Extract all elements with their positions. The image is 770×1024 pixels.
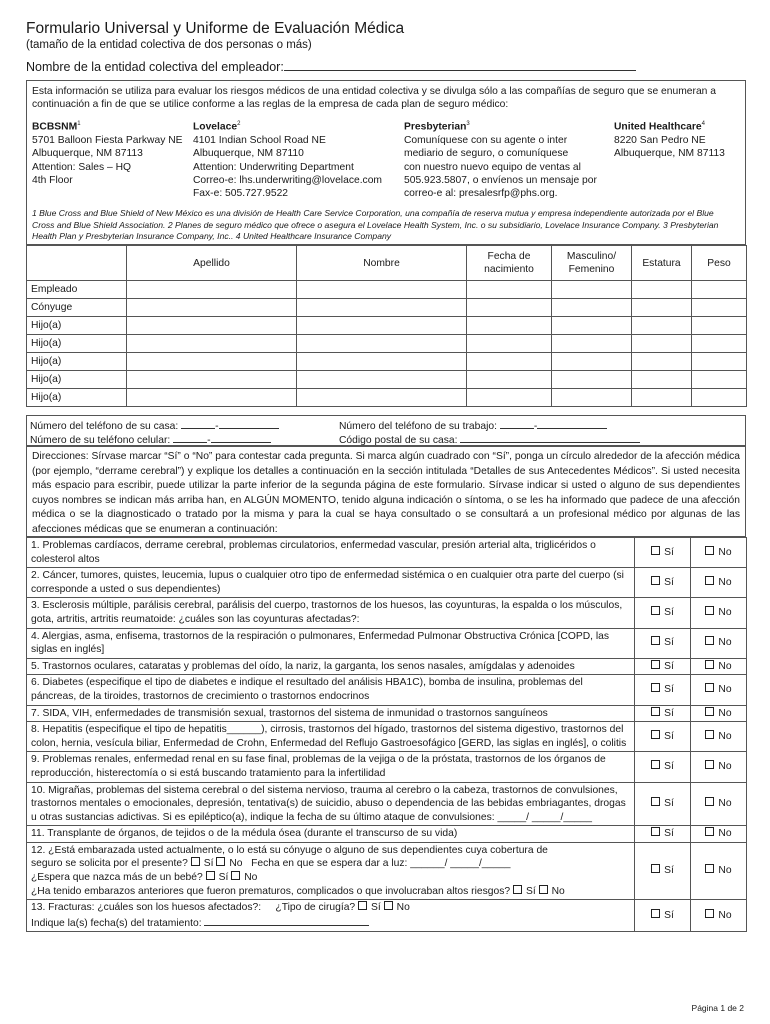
- checkbox[interactable]: [358, 901, 367, 910]
- question-text: 4. Alergias, asma, enfisema, trastornos de la respiración o pulmonares, Enfermedad Pulmonar Obstructiva Crónica [COPD, las siglas en inglés]: [27, 628, 635, 658]
- cell-phone-label: Número de su teléfono celular:: [30, 435, 171, 446]
- cell-input[interactable]: [297, 389, 467, 407]
- cell-input[interactable]: [692, 371, 747, 389]
- cell-input[interactable]: [632, 299, 692, 317]
- carrier-lovelace: Lovelace$^2$ 4101 Indian School Road NE Albuquerque, NM 87110 Attention: Underwriting Department Correo-e: lhs.underwriting@lovelace.com Fax-e: 505.727.9522: [193, 121, 383, 200]
- question-row: [27, 658, 747, 675]
- question-text: 2. Cáncer, tumores, quistes, leucemia, lupus o cualquier otro tipo de enfermedad sistémica o en cualquier otra parte del cuerpo (si corresponde a usted o sus dependientes): [27, 568, 635, 598]
- cell-input[interactable]: [632, 335, 692, 353]
- cell-input[interactable]: [692, 317, 747, 335]
- members-header-row: [27, 246, 747, 281]
- carrier-name: BCBSNM: [32, 121, 78, 133]
- question-text: 10. Migrañas, problemas del sistema cerebral o del sistema nervioso, trauma al cerebro o la cabeza, trastornos de convulsiones, trastornos mentales o emocionales, depresión, tentativa(s) de suicidio, abuso o dependencia de las bebidas embriagantes, drogas u otras sustancias adictivas. Si es epiléptico(a), indique la fecha de su último ataque de convulsiones: _____/ _____/_____: [27, 782, 635, 826]
- employer-name-line[interactable]: [284, 59, 636, 71]
- yes-option[interactable]: Sí: [635, 842, 691, 899]
- yes-option[interactable]: Sí: [635, 598, 691, 628]
- checkbox[interactable]: [651, 707, 660, 716]
- checkbox[interactable]: [651, 576, 660, 585]
- cell-input[interactable]: [692, 299, 747, 317]
- carrier-name: Presbyterian: [404, 121, 467, 133]
- no-option[interactable]: No: [691, 842, 747, 899]
- checkbox[interactable]: [705, 606, 714, 615]
- carrier-name: United Healthcare: [614, 121, 702, 133]
- member-row: [27, 389, 747, 407]
- yes-option[interactable]: Sí: [635, 705, 691, 722]
- yes-option[interactable]: Sí: [635, 538, 691, 568]
- cell-input[interactable]: [552, 317, 632, 335]
- checkbox[interactable]: [231, 871, 240, 880]
- cell-input[interactable]: [127, 299, 297, 317]
- no-option[interactable]: No: [691, 900, 747, 932]
- yes-option[interactable]: Sí: [635, 722, 691, 752]
- cell-input[interactable]: [552, 299, 632, 317]
- cell-input[interactable]: [552, 281, 632, 299]
- cell-input[interactable]: [297, 371, 467, 389]
- cell-input[interactable]: [692, 389, 747, 407]
- form-subtitle: (tamaño de la entidad colectiva de dos personas o más): [26, 39, 312, 51]
- cell-input[interactable]: [127, 317, 297, 335]
- cell-input[interactable]: [632, 281, 692, 299]
- work-phone-label: Número del teléfono de su trabajo:: [339, 421, 497, 432]
- yes-option[interactable]: Sí: [635, 658, 691, 675]
- cell-input[interactable]: [127, 371, 297, 389]
- no-option[interactable]: No: [691, 628, 747, 658]
- question-row: [27, 722, 747, 752]
- col-header: Peso: [692, 246, 747, 281]
- checkbox[interactable]: [705, 707, 714, 716]
- cell-input[interactable]: [127, 281, 297, 299]
- member-label: Hijo(a): [27, 335, 127, 353]
- checkbox[interactable]: [705, 909, 714, 918]
- page-number: Página 1 de 2: [691, 1003, 744, 1013]
- member-row: [27, 281, 747, 299]
- yes-option[interactable]: Sí: [635, 568, 691, 598]
- checkbox[interactable]: [705, 760, 714, 769]
- question-text: 11. Transplante de órganos, de tejidos o de la médula ósea (durante el transcurso de su vida): [27, 826, 635, 843]
- question-row: [27, 598, 747, 628]
- checkbox[interactable]: [216, 857, 225, 866]
- info-intro: Esta información se utiliza para evaluar los riesgos médicos de una entidad colectiva y se divulga sólo a las compañías de seguro que se enumeran a continuación a fin de que se utilice conforme a las reglas de la empresa de cada plan de seguro médico:: [32, 86, 716, 111]
- question-row: [27, 538, 747, 568]
- question-text: 1. Problemas cardíacos, derrame cerebral, problemas circulatorios, enfermedad vascular, presión arterial alta, triglicéridos o colesterol altos: [27, 538, 635, 568]
- question-text: 5. Trastornos oculares, cataratas y problemas del oído, la nariz, la garganta, los senos nasales, amígdalas y adenoides: [27, 658, 635, 675]
- no-option[interactable]: No: [691, 705, 747, 722]
- cell-input[interactable]: [552, 335, 632, 353]
- cell-input[interactable]: [297, 335, 467, 353]
- cell-input[interactable]: [297, 353, 467, 371]
- employer-name-label: Nombre de la entidad colectiva del empleador:: [26, 60, 284, 74]
- cell-input[interactable]: [127, 389, 297, 407]
- carrier-bcbsnm: BCBSNM$^1$ 5701 Balloon Fiesta Parkway NE Albuquerque, NM 87113 Attention: Sales – HQ 4th Floor: [32, 121, 183, 187]
- checkbox[interactable]: [651, 760, 660, 769]
- cell-phone-field[interactable]: Número de su teléfono celular: -: [30, 432, 271, 446]
- no-option[interactable]: No: [691, 538, 747, 568]
- yes-option[interactable]: Sí: [635, 900, 691, 932]
- no-option[interactable]: No: [691, 782, 747, 826]
- home-phone-field[interactable]: Número del teléfono de su casa: -: [30, 418, 279, 432]
- members-table: [26, 245, 747, 407]
- cell-input[interactable]: [467, 353, 552, 371]
- info-box: [26, 80, 746, 245]
- cell-input[interactable]: [552, 371, 632, 389]
- home-phone-label: Número del teléfono de su casa:: [30, 421, 179, 432]
- question-row: [27, 782, 747, 826]
- yes-option[interactable]: Sí: [635, 675, 691, 705]
- question-row: [27, 568, 747, 598]
- work-phone-field[interactable]: Número del teléfono de su trabajo: -: [339, 418, 607, 432]
- question-text: 3. Esclerosis múltiple, parálisis cerebral, parálisis del cuerpo, trastornos de los huesos, las coyunturas, la espalda o los músculos, gota, artritis, artritis reumatoide: ¿cuáles son las coyunturas afectadas?:: [27, 598, 635, 628]
- question-row: [27, 705, 747, 722]
- cell-input[interactable]: [632, 371, 692, 389]
- cell-input[interactable]: [127, 335, 297, 353]
- member-label: Hijo(a): [27, 353, 127, 371]
- checkbox[interactable]: [705, 730, 714, 739]
- phone-fields: [26, 415, 746, 446]
- cell-input[interactable]: [467, 371, 552, 389]
- checkbox[interactable]: [651, 909, 660, 918]
- question-row: [27, 842, 747, 899]
- no-option[interactable]: No: [691, 752, 747, 782]
- cell-input[interactable]: [552, 389, 632, 407]
- zip-code-field[interactable]: [339, 432, 640, 446]
- member-label: Hijo(a): [27, 317, 127, 335]
- carrier-presbyterian: Presbyterian$^3$ Comuníquese con su agente o inter mediario de seguro, o comuníquese con nuestro nuevo equipo de ventas al 505.923.5807, o envíenos un mensaje por correo-e al: presalesrfp@phs.org.: [404, 121, 597, 200]
- checkbox[interactable]: [705, 546, 714, 555]
- member-label: Empleado: [27, 281, 127, 299]
- cell-input[interactable]: [467, 335, 552, 353]
- cell-input[interactable]: [297, 317, 467, 335]
- col-header: Estatura: [632, 246, 692, 281]
- carrier-united-healthcare: United Healthcare$^4$ 8220 San Pedro NE Albuquerque, NM 87113: [614, 121, 725, 160]
- checkbox[interactable]: [384, 901, 393, 910]
- checkbox[interactable]: [705, 683, 714, 692]
- no-option[interactable]: No: [691, 675, 747, 705]
- form-title: Formulario Universal y Uniforme de Evaluación Médica: [26, 20, 405, 37]
- cell-input[interactable]: [632, 353, 692, 371]
- checkbox[interactable]: [651, 660, 660, 669]
- carrier-name: Lovelace: [193, 121, 238, 133]
- cell-input[interactable]: [632, 389, 692, 407]
- col-header: Apellido: [127, 246, 297, 281]
- col-header: Fecha de nacimiento: [467, 246, 552, 281]
- cell-input[interactable]: [467, 299, 552, 317]
- member-row: [27, 317, 747, 335]
- member-label: Hijo(a): [27, 389, 127, 407]
- question-row: [27, 900, 747, 932]
- no-option[interactable]: No: [691, 722, 747, 752]
- no-option[interactable]: No: [691, 826, 747, 843]
- cell-input[interactable]: [127, 353, 297, 371]
- checkbox[interactable]: [705, 576, 714, 585]
- yes-option[interactable]: Sí: [635, 752, 691, 782]
- checkbox[interactable]: [651, 730, 660, 739]
- yes-option[interactable]: Sí: [635, 826, 691, 843]
- member-row: [27, 299, 747, 317]
- cell-input[interactable]: [297, 299, 467, 317]
- member-row: [27, 371, 747, 389]
- checkbox[interactable]: [191, 857, 200, 866]
- yes-option[interactable]: Sí: [635, 628, 691, 658]
- cell-input[interactable]: [467, 317, 552, 335]
- checkbox[interactable]: [651, 864, 660, 873]
- question-row: [27, 752, 747, 782]
- member-label: Hijo(a): [27, 371, 127, 389]
- treatment-date-line[interactable]: [204, 915, 369, 926]
- checkbox[interactable]: [705, 797, 714, 806]
- directions-text: Direcciones: Sírvase marcar “Sí” o “No” para contestar cada pregunta. Si marca algún cuadrado con “Sí”, ponga un círculo alrededor de la afección médica (por ejemplo, “derrame cerebral”) y explique los detalles a continuación en la sección intitulada “Detalles de sus Antecedentes Médicos”. Si usted necesita más espacio para escribir, puede utilizar la parte inferior de la segunda página de este formulario. Sírvase indicar si usted o alguno de sus dependientes cuyos nombres se indican más arriba han, en ALGÚN MOMENTO, tenido alguna indicación o síntoma, o se les ha informado que padece de una afección médica o se la diagnosticado o tratado por la misma y para la cual se haya consultado o se consultará a un profesional médico por algunas de las afecciones médicas que se enumeran a continuación:: [26, 446, 746, 537]
- checkbox[interactable]: [651, 636, 660, 645]
- checkbox[interactable]: [651, 546, 660, 555]
- question-text: 12. ¿Está embarazada usted actualmente, o lo está su cónyuge o alguno de sus dependientes cuya cobertura de seguro se solicita por el presente? Sí No Fecha en que se espera dar a luz: ______/ _____/_____ ¿Espera que nazca más de un bebé? Sí No ¿Ha tenido embarazos anteriores que fueron prematuros, complicados o que involucraban altos riesgos? Sí No: [27, 842, 635, 899]
- question-row: [27, 675, 747, 705]
- col-header: Masculino/ Femenino: [552, 246, 632, 281]
- checkbox[interactable]: [651, 827, 660, 836]
- questions-table: [26, 537, 747, 932]
- checkbox[interactable]: [651, 797, 660, 806]
- no-option[interactable]: No: [691, 598, 747, 628]
- employer-name-field[interactable]: [26, 59, 646, 74]
- checkbox[interactable]: [539, 885, 548, 894]
- checkbox[interactable]: [651, 606, 660, 615]
- checkbox[interactable]: [705, 636, 714, 645]
- question-text: 8. Hepatitis (especifique el tipo de hepatitis______), cirrosis, trastornos del hígado, trastornos del sistema digestivo, trastornos del colon, hernia, vesícula biliar, Enfermedad de Crohn, Enfermedad del Reflujo Gastroesofágico [GERD, las siglas en inglés], o colitis: [27, 722, 635, 752]
- question-row: [27, 628, 747, 658]
- carrier-footnotes: 1 Blue Cross and Blue Shield of New México es una división de Health Care Service Corporation, una compañía de reserva mutua y empresa independiente autorizada por el Blue Cross and Blue Shield Association. 2 Planes de seguro médico que ofrece o asegura el Lovelace Health System, Inc. o su subsidiario, Lovelace Insurance Company. 3 Presbyterian Health Plan y Presbyterian Insurance Company, Inc.. 4 United Healthcare Insurance Company: [32, 208, 719, 241]
- cell-input[interactable]: [297, 281, 467, 299]
- col-header: Nombre: [297, 246, 467, 281]
- checkbox[interactable]: [206, 871, 215, 880]
- member-row: [27, 335, 747, 353]
- cell-input[interactable]: [467, 281, 552, 299]
- checkbox[interactable]: [705, 827, 714, 836]
- cell-input[interactable]: [692, 353, 747, 371]
- question-text: 7. SIDA, VIH, enfermedades de transmisión sexual, trastornos del sistema de inmunidad o trastornos sanguíneos: [27, 705, 635, 722]
- question-text: 6. Diabetes (especifique el tipo de diabetes e indique el resultado del análisis HBA1C), bomba de insulina, problemas del páncreas, de la tiroides, trastornos de crecimiento o trastornos endocrinos: [27, 675, 635, 705]
- checkbox[interactable]: [705, 660, 714, 669]
- zip-code-label: Código postal de su casa:: [339, 435, 458, 446]
- cell-input[interactable]: [467, 389, 552, 407]
- question-text: 9. Problemas renales, enfermedad renal en su fase final, problemas de la vejiga o de la próstata, trastornos de los órganos de reproducción, histerectomía o si está buscando tratamiento para la infertilidad: [27, 752, 635, 782]
- checkbox[interactable]: [705, 864, 714, 873]
- cell-input[interactable]: [552, 353, 632, 371]
- question-row: [27, 826, 747, 843]
- checkbox[interactable]: [513, 885, 522, 894]
- no-option[interactable]: No: [691, 658, 747, 675]
- no-option[interactable]: No: [691, 568, 747, 598]
- yes-option[interactable]: Sí: [635, 782, 691, 826]
- checkbox[interactable]: [651, 683, 660, 692]
- member-row: [27, 353, 747, 371]
- cell-input[interactable]: [692, 335, 747, 353]
- member-label: Cónyuge: [27, 299, 127, 317]
- cell-input[interactable]: [692, 281, 747, 299]
- question-text: 13. Fracturas: ¿cuáles son los huesos afectados?: ¿Tipo de cirugía? Sí No Indique la(s) fecha(s) del tratamiento:: [27, 900, 635, 932]
- cell-input[interactable]: [632, 317, 692, 335]
